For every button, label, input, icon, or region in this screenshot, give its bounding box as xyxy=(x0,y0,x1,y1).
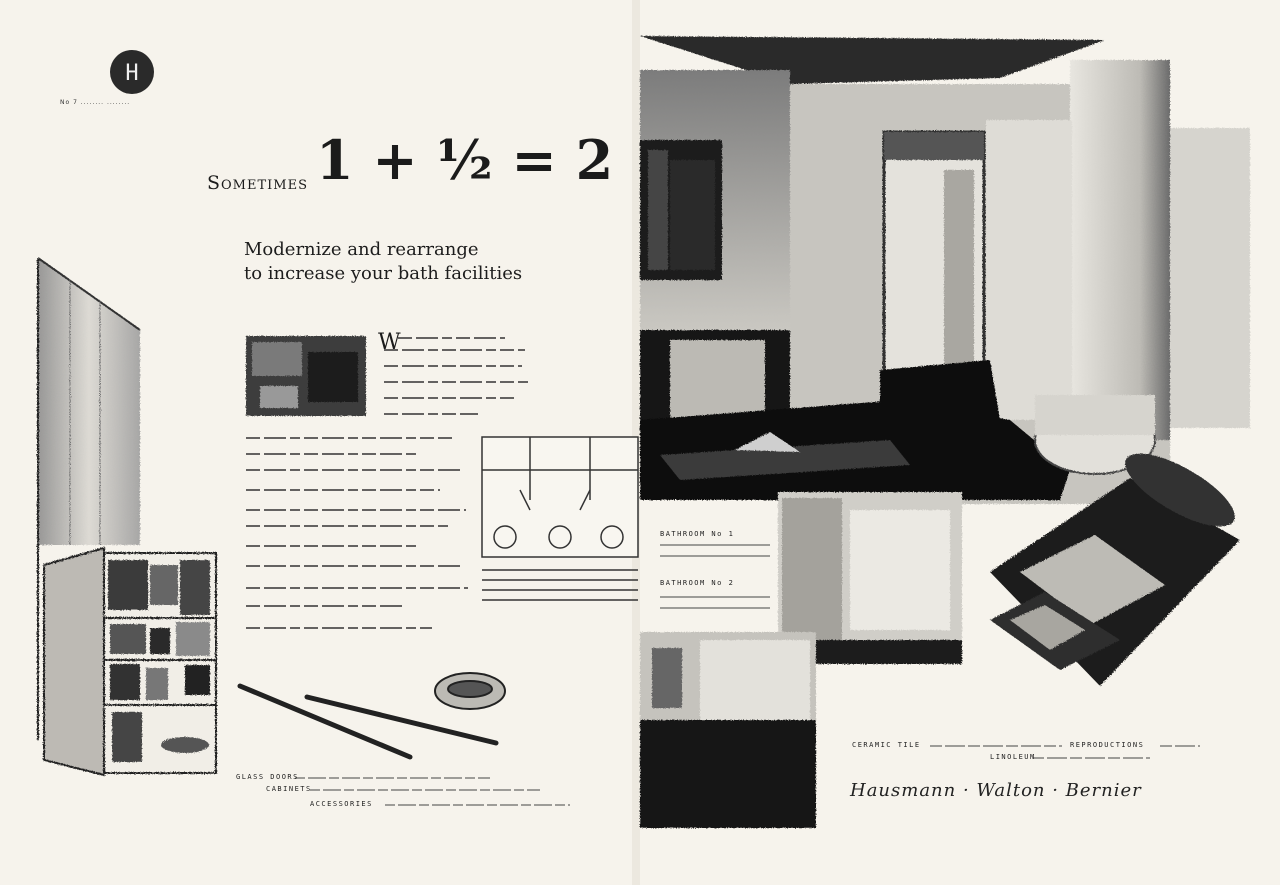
subhead-line-2: to increase your bath facilities xyxy=(244,263,523,284)
subhead-line-1: Modernize and rearrange xyxy=(244,239,479,260)
inset-photo xyxy=(246,336,366,416)
bathroom-vignette-2 xyxy=(640,632,816,828)
caption-accessories: ACCESSORIES xyxy=(310,800,373,808)
bathroom-label-lines xyxy=(660,545,770,608)
logo-caption: No 7 ........ ........ xyxy=(60,99,131,106)
bathroom-scene xyxy=(640,36,1250,504)
caption-reproductions: REPRODUCTIONS xyxy=(1070,741,1145,749)
headline-equation: 1 + ½ = 2 xyxy=(316,128,614,192)
caption-linoleum: LINOLEUM xyxy=(990,753,1036,761)
caption-lines-right xyxy=(930,746,1200,758)
floor-plan xyxy=(482,437,638,600)
logo-letter: H xyxy=(125,61,139,86)
label-bathroom-1: BATHROOM No 1 xyxy=(660,530,735,538)
signature: Hausmann · Walton · Bernier xyxy=(850,780,1142,801)
caption-ceramic-tile: CERAMIC TILE xyxy=(852,741,921,749)
soap-dish xyxy=(435,673,505,709)
caption-cabinets: CABINETS xyxy=(266,785,312,793)
caption-glass-doors: GLASS DOORS xyxy=(236,773,299,781)
cabinet-illustration xyxy=(38,258,216,775)
label-bathroom-2: BATHROOM No 2 xyxy=(660,579,735,587)
headline-prefix: Sometimes xyxy=(207,172,308,194)
subhead xyxy=(244,238,522,286)
body-dropcap: W xyxy=(378,330,401,355)
